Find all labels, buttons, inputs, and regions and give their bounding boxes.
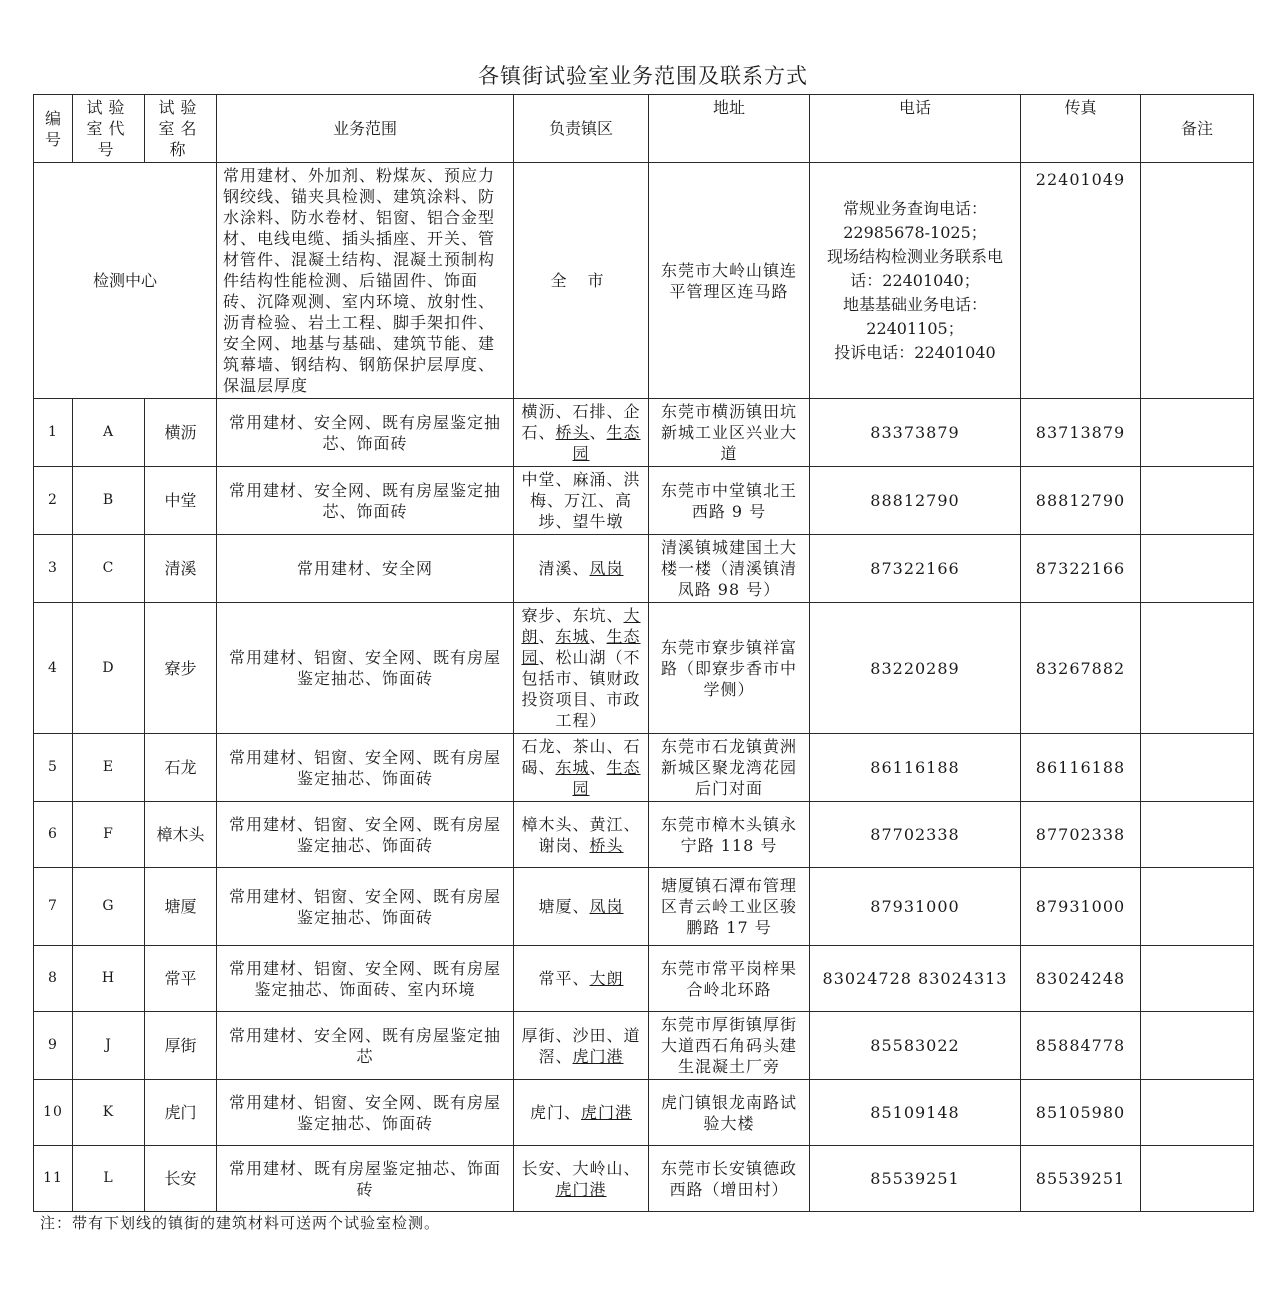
header-code: 试验室代号 bbox=[73, 95, 145, 163]
cell-fax: 85105980 bbox=[1021, 1080, 1141, 1146]
center-address: 东莞市大岭山镇连平管理区连马路 bbox=[649, 163, 810, 399]
district-text: 厚街、沙田、道滘、 bbox=[521, 1025, 641, 1066]
cell-address: 东莞市厚街镇厚街大道西石角码头建生混凝土厂旁 bbox=[649, 1012, 810, 1080]
cell-scope: 常用建材、安全网、既有房屋鉴定抽芯、饰面砖 bbox=[217, 399, 514, 467]
cell-phone: 87931000 bbox=[810, 868, 1021, 946]
cell-phone: 87322166 bbox=[810, 535, 1021, 603]
page-title: 各镇街试验室业务范围及联系方式 bbox=[478, 64, 808, 88]
cell-remark bbox=[1141, 467, 1254, 535]
cell-phone: 86116188 bbox=[810, 734, 1021, 802]
cell-address: 东莞市中堂镇北王西路 9 号 bbox=[649, 467, 810, 535]
underlined-district: 凤岗 bbox=[589, 897, 624, 916]
cell-name: 长安 bbox=[145, 1146, 217, 1212]
cell-fax: 86116188 bbox=[1021, 734, 1141, 802]
district-text: 石龙、茶山、石碣、 bbox=[521, 737, 641, 777]
underlined-district: 虎门港 bbox=[572, 1046, 624, 1066]
header-fax: 传真 bbox=[1021, 95, 1141, 163]
center-phone-line: 22985678-1025； bbox=[843, 222, 987, 242]
cell-scope: 常用建材、既有房屋鉴定抽芯、饰面砖 bbox=[217, 1146, 514, 1212]
cell-district bbox=[514, 603, 649, 734]
underlined-district: 大朗 bbox=[589, 969, 624, 988]
cell-fax: 85884778 bbox=[1021, 1012, 1141, 1080]
underlined-district: 生态园 bbox=[572, 758, 641, 798]
cell-scope: 常用建材、安全网 bbox=[217, 535, 514, 603]
center-phone-line: 地基基础业务电话： bbox=[842, 294, 987, 314]
cell-phone: 85583022 bbox=[810, 1012, 1021, 1080]
center-name: 检测中心 bbox=[34, 163, 217, 399]
district-text: 、 bbox=[538, 627, 556, 646]
cell-fax: 85539251 bbox=[1021, 1146, 1141, 1212]
cell-district bbox=[514, 1146, 649, 1212]
cell-code: A bbox=[73, 399, 145, 467]
district-text: 、 bbox=[589, 423, 607, 442]
district-text: 、 bbox=[589, 627, 607, 646]
table-row bbox=[34, 802, 1254, 868]
cell-address: 清溪镇城建国土大楼一楼（清溪镇清凤路 98 号） bbox=[649, 535, 810, 603]
cell-address: 东莞市常平岗梓果合岭北环路 bbox=[649, 946, 810, 1012]
cell-district bbox=[514, 734, 649, 802]
cell-address: 塘厦镇石潭布管理区青云岭工业区骏鹏路 17 号 bbox=[649, 868, 810, 946]
district-text: 长安、大岭山、 bbox=[521, 1158, 641, 1178]
cell-remark bbox=[1141, 946, 1254, 1012]
cell-phone: 83373879 bbox=[810, 399, 1021, 467]
cell-scope: 常用建材、铝窗、安全网、既有房屋鉴定抽芯、饰面砖 bbox=[217, 802, 514, 868]
cell-remark bbox=[1141, 535, 1254, 603]
header-name: 试验室名称 bbox=[145, 95, 217, 163]
cell-remark bbox=[1141, 603, 1254, 734]
cell-phone: 83220289 bbox=[810, 603, 1021, 734]
underlined-district: 凤岗 bbox=[589, 559, 624, 578]
cell-district bbox=[514, 399, 649, 467]
cell-address: 东莞市长安镇德政西路（增田村） bbox=[649, 1146, 810, 1212]
cell-code: L bbox=[73, 1146, 145, 1212]
cell-address: 虎门镇银龙南路试验大楼 bbox=[649, 1080, 810, 1146]
cell-code: E bbox=[73, 734, 145, 802]
cell-phone: 83024728 83024313 bbox=[810, 946, 1021, 1012]
cell-district bbox=[514, 802, 649, 868]
center-phone-line: 22401105； bbox=[866, 318, 964, 338]
cell-fax: 83267882 bbox=[1021, 603, 1141, 734]
table-row-center bbox=[34, 163, 1254, 399]
cell-district bbox=[514, 467, 649, 535]
cell-code: B bbox=[73, 467, 145, 535]
underlined-district: 虎门港 bbox=[581, 1103, 633, 1122]
center-fax: 22401049 bbox=[1021, 163, 1141, 399]
table-row bbox=[34, 946, 1254, 1012]
cell-code: F bbox=[73, 802, 145, 868]
cell-remark bbox=[1141, 868, 1254, 946]
cell-scope: 常用建材、铝窗、安全网、既有房屋鉴定抽芯、饰面砖 bbox=[217, 1080, 514, 1146]
district-text: 寮步、东坑、 bbox=[521, 606, 624, 625]
cell-no: 3 bbox=[34, 535, 73, 603]
cell-scope: 常用建材、铝窗、安全网、既有房屋鉴定抽芯、饰面砖 bbox=[217, 734, 514, 802]
underlined-district: 桥头 bbox=[555, 423, 590, 442]
header-remark: 备注 bbox=[1141, 95, 1254, 163]
cell-phone: 85539251 bbox=[810, 1146, 1021, 1212]
cell-remark bbox=[1141, 734, 1254, 802]
cell-phone: 85109148 bbox=[810, 1080, 1021, 1146]
cell-scope: 常用建材、铝窗、安全网、既有房屋鉴定抽芯、饰面砖、室内环境 bbox=[217, 946, 514, 1012]
center-phone-line: 常规业务查询电话： bbox=[842, 198, 987, 218]
underlined-district: 大朗 bbox=[521, 606, 641, 646]
underlined-district: 生态园 bbox=[572, 423, 641, 463]
district-text: 横沥、石排、企石、 bbox=[521, 402, 641, 442]
table-row bbox=[34, 603, 1254, 734]
cell-code: K bbox=[73, 1080, 145, 1146]
table-row bbox=[34, 399, 1254, 467]
cell-no: 6 bbox=[34, 802, 73, 868]
cell-fax: 87702338 bbox=[1021, 802, 1141, 868]
district-text: 清溪、 bbox=[538, 559, 590, 578]
table-row bbox=[34, 535, 1254, 603]
header-phone: 电话 bbox=[810, 95, 1021, 163]
district-text: 、 bbox=[589, 758, 607, 777]
cell-name: 常平 bbox=[145, 946, 217, 1012]
cell-address: 东莞市樟木头镇永宁路 118 号 bbox=[649, 802, 810, 868]
cell-code: C bbox=[73, 535, 145, 603]
header-no: 编号 bbox=[34, 95, 73, 163]
underlined-district: 东城 bbox=[555, 758, 590, 777]
district-text: 、松山湖（不包括市、镇财政投资项目、市政工程） bbox=[521, 648, 641, 730]
header-scope: 业务范围 bbox=[217, 95, 514, 163]
cell-fax: 87322166 bbox=[1021, 535, 1141, 603]
cell-district bbox=[514, 868, 649, 946]
district-text: 中堂、麻涌、洪梅、万江、高埗、望牛墩 bbox=[521, 470, 641, 531]
cell-remark bbox=[1141, 1012, 1254, 1080]
cell-scope: 常用建材、铝窗、安全网、既有房屋鉴定抽芯、饰面砖 bbox=[217, 603, 514, 734]
center-phone-line: 投诉电话：22401040 bbox=[834, 342, 996, 362]
cell-code: G bbox=[73, 868, 145, 946]
cell-no: 2 bbox=[34, 467, 73, 535]
center-remark bbox=[1141, 163, 1254, 399]
cell-no: 7 bbox=[34, 868, 73, 946]
cell-address: 东莞市寮步镇祥富路（即寮步香市中学侧） bbox=[649, 603, 810, 734]
underlined-district: 虎门港 bbox=[555, 1179, 607, 1199]
cell-code: D bbox=[73, 603, 145, 734]
cell-district bbox=[514, 535, 649, 603]
cell-name: 石龙 bbox=[145, 734, 217, 802]
table-row bbox=[34, 734, 1254, 802]
cell-name: 横沥 bbox=[145, 399, 217, 467]
cell-address: 东莞市横沥镇田坑新城工业区兴业大道 bbox=[649, 399, 810, 467]
underlined-district: 桥头 bbox=[589, 835, 624, 855]
cell-district bbox=[514, 1012, 649, 1080]
header-address: 地址 bbox=[649, 95, 810, 163]
cell-no: 1 bbox=[34, 399, 73, 467]
cell-no: 8 bbox=[34, 946, 73, 1012]
cell-address: 东莞市石龙镇黄洲新城区聚龙湾花园后门对面 bbox=[649, 734, 810, 802]
cell-name: 厚街 bbox=[145, 1012, 217, 1080]
cell-no: 11 bbox=[34, 1146, 73, 1212]
header-district: 负责镇区 bbox=[514, 95, 649, 163]
cell-no: 4 bbox=[34, 603, 73, 734]
cell-district bbox=[514, 946, 649, 1012]
cell-no: 5 bbox=[34, 734, 73, 802]
cell-phone: 87702338 bbox=[810, 802, 1021, 868]
district-text: 樟木头、黄江、谢岗、 bbox=[521, 814, 641, 855]
center-district: 全 市 bbox=[514, 163, 649, 399]
cell-name: 虎门 bbox=[145, 1080, 217, 1146]
cell-phone: 88812790 bbox=[810, 467, 1021, 535]
cell-name: 塘厦 bbox=[145, 868, 217, 946]
cell-fax: 88812790 bbox=[1021, 467, 1141, 535]
cell-remark bbox=[1141, 1080, 1254, 1146]
cell-fax: 87931000 bbox=[1021, 868, 1141, 946]
underlined-district: 生态园 bbox=[521, 627, 641, 667]
center-phone bbox=[810, 163, 1021, 399]
cell-district bbox=[514, 1080, 649, 1146]
center-phone-line: 现场结构检测业务联系电话：22401040； bbox=[826, 246, 1003, 290]
cell-no: 10 bbox=[34, 1080, 73, 1146]
cell-no: 9 bbox=[34, 1012, 73, 1080]
table-row bbox=[34, 1146, 1254, 1212]
district-text: 虎门、 bbox=[529, 1103, 581, 1122]
header-row bbox=[34, 95, 1254, 163]
cell-code: J bbox=[73, 1012, 145, 1080]
cell-scope: 常用建材、安全网、既有房屋鉴定抽芯、饰面砖 bbox=[217, 467, 514, 535]
cell-code: H bbox=[73, 946, 145, 1012]
cell-name: 清溪 bbox=[145, 535, 217, 603]
district-text: 塘厦、 bbox=[538, 897, 590, 916]
table-row bbox=[34, 1012, 1254, 1080]
underlined-district: 东城 bbox=[555, 627, 590, 646]
cell-name: 樟木头 bbox=[145, 802, 217, 868]
center-scope: 常用建材、外加剂、粉煤灰、预应力钢绞线、锚夹具检测、建筑涂料、防水涂料、防水卷材、铝窗、铝合金型材、电线电缆、插头插座、开关、管材管件、混凝土结构、混凝土预制构件结构性能检测、后锚固件、饰面砖、沉降观测、室内环境、放射性、沥青检验、岩土工程、脚手架扣件、安全网、地基与基础、建筑节能、建筑幕墙、钢结构、钢筋保护层厚度、保温层厚度 bbox=[217, 163, 514, 399]
table-row bbox=[34, 1080, 1254, 1146]
district-text: 常平、 bbox=[538, 969, 590, 988]
cell-name: 中堂 bbox=[145, 467, 217, 535]
cell-scope: 常用建材、安全网、既有房屋鉴定抽芯 bbox=[217, 1012, 514, 1080]
cell-scope: 常用建材、铝窗、安全网、既有房屋鉴定抽芯、饰面砖 bbox=[217, 868, 514, 946]
table-row bbox=[34, 868, 1254, 946]
cell-fax: 83024248 bbox=[1021, 946, 1141, 1012]
cell-name: 寮步 bbox=[145, 603, 217, 734]
cell-remark bbox=[1141, 399, 1254, 467]
cell-remark bbox=[1141, 1146, 1254, 1212]
footnote: 注：带有下划线的镇街的建筑材料可送两个试验室检测。 bbox=[40, 1214, 441, 1232]
cell-remark bbox=[1141, 802, 1254, 868]
table-row bbox=[34, 467, 1254, 535]
cell-fax: 83713879 bbox=[1021, 399, 1141, 467]
lab-contact-table bbox=[33, 94, 1254, 1212]
